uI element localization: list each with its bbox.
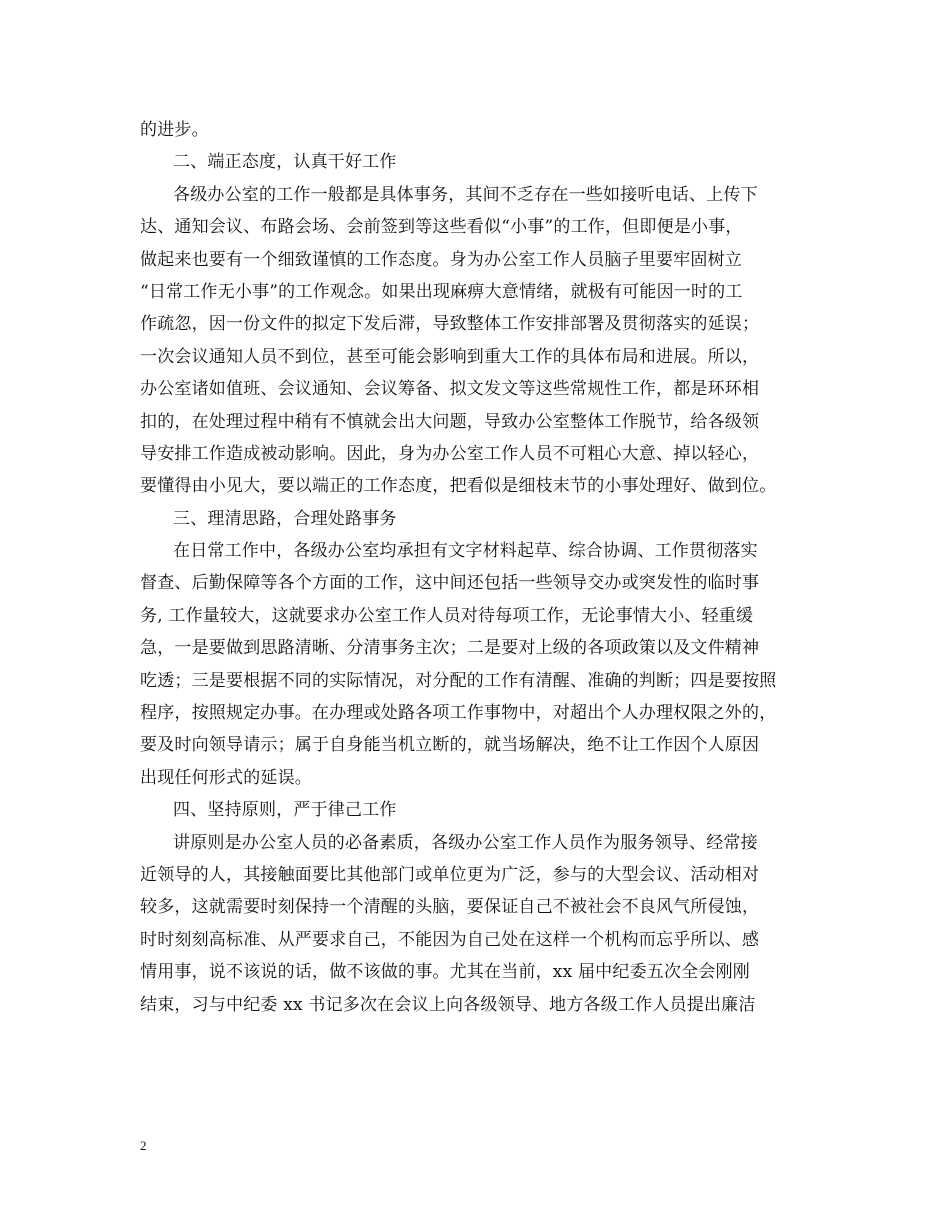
text-line: 各级办公室的工作一般都是具体事务，其间不乏存在一些如接听电话、上传下 (173, 184, 758, 205)
text-line: 吃透；三是要根据不同的实际情况，对分配的工作有清醒、准确的判断；四是要按照 (140, 670, 777, 691)
text-line: 导安排工作造成被动影响。因此，身为办公室工作人员不可粗心大意、掉以轻心， (140, 443, 760, 464)
text-line: 近领导的人，其接触面要比其他部门或单位更为广泛，参与的大型会议、活动相对 (140, 864, 760, 885)
body-text (140, 114, 830, 1021)
text-line: 情用事，说不该说的话，做不该做的事。尤其在当前，xx 届中纪委五次全会刚刚 (140, 962, 750, 983)
text-line: 要懂得由小见大，要以端正的工作态度，把看似是细枝末节的小事处理好、做到位。 (140, 476, 777, 497)
text-line: 四、坚持原则，严于律己工作 (173, 800, 397, 821)
text-line: 做起来也要有一个细致谨慎的工作态度。身为办公室工作人员脑子里要牢固树立 (140, 249, 742, 270)
text-line: “日常工作无小事”的工作观念。如果出现麻痹大意情绪，就极有可能因一时的工 (140, 281, 743, 302)
text-line: 要及时向领导请示；属于自身能当机立断的，就当场解决，绝不让工作因个人原因 (140, 735, 760, 756)
text-line: 达、通知会议、布路会场、会前签到等这些看似“小事”的工作，但即便是小事， (140, 217, 743, 238)
page-number: 2 (140, 1138, 147, 1153)
text-line: 出现任何形式的延误。 (140, 767, 312, 788)
text-line: 急，一是要做到思路清晰、分清事务主次；二是要对上级的各项政策以及文件精神 (140, 638, 760, 659)
text-line: 的进步。 (140, 120, 209, 140)
text-line: 三、理清思路，合理处路事务 (173, 508, 397, 529)
text-line: 二、端正态度，认真干好工作 (173, 152, 397, 173)
text-line: 督查、后勤保障等各个方面的工作，这中间还包括一些领导交办或突发性的临时事 (140, 573, 760, 594)
text-line: 一次会议通知人员不到位，甚至可能会影响到重大工作的具体布局和进展。所以， (140, 346, 760, 367)
text-line: 作疏忽，因一份文件的拟定下发后滞，导致整体工作安排部署及贯彻落实的延误； (140, 314, 760, 335)
text-line: 时时刻刻高标准、从严要求自己，不能因为自己处在这样一个机构而忘乎所以、感 (140, 929, 760, 950)
text-line: 程序，按照规定办事。在办理或处路各项工作事物中，对超出个人办理权限之外的， (140, 703, 777, 724)
text-line: 扣的，在处理过程中稍有不慎就会出大问题，导致办公室整体工作脱节，给各级领 (140, 411, 760, 432)
text-line: 务, 工作量较大，这就要求办公室工作人员对待每项工作，无论事情大小、轻重缓 (140, 605, 754, 626)
text-line: 结束，习与中纪委 xx 书记多次在会议上向各级领导、地方各级工作人员提出廉洁 (140, 994, 756, 1015)
text-line: 讲原则是办公室人员的必备素质，各级办公室工作人员作为服务领导、经常接 (173, 832, 758, 853)
text-line: 较多，这就需要时刻保持一个清醒的头脑，要保证自己不被社会不良风气所侵蚀， (140, 897, 760, 918)
text-line: 办公室诸如值班、会议通知、会议筹备、拟文发文等这些常规性工作，都是环环相 (140, 379, 760, 400)
text-line: 在日常工作中，各级办公室均承担有文字材料起草、综合协调、工作贯彻落实 (173, 541, 758, 562)
